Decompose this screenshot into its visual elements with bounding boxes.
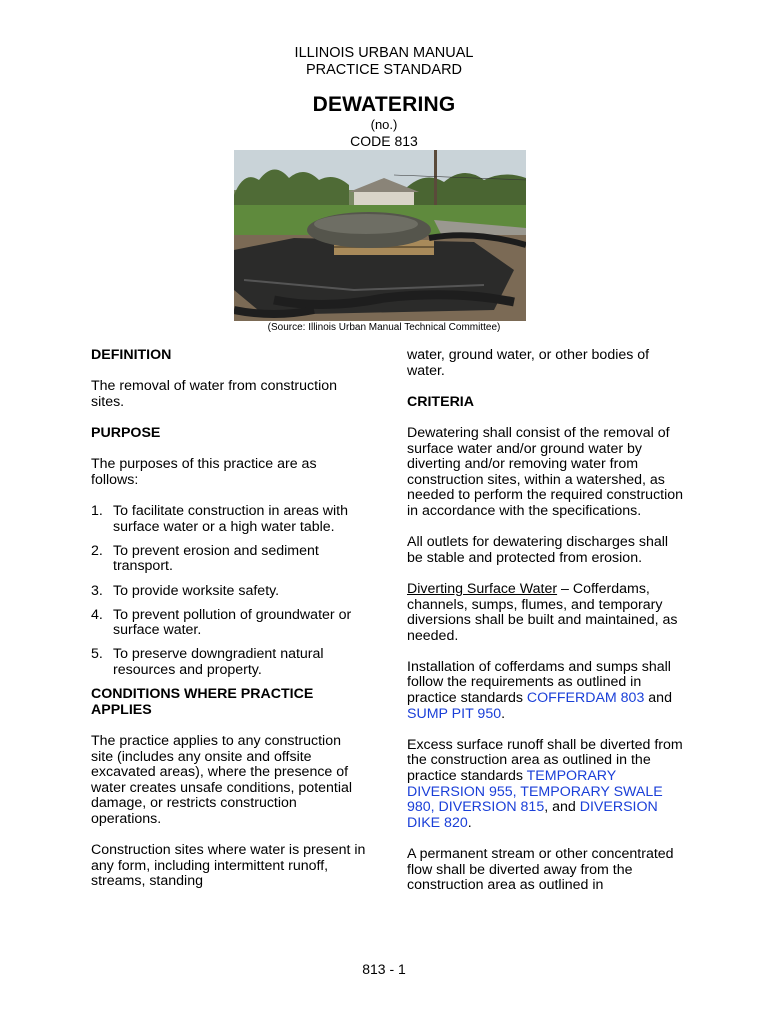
list-number: 3.	[91, 582, 103, 599]
criteria-p5-and: , and	[544, 799, 580, 816]
criteria-paragraph-5	[407, 738, 687, 832]
criteria-paragraph-3	[407, 582, 687, 644]
definition-text: The removal of water from construction sites.	[91, 378, 338, 410]
page-title: DEWATERING	[312, 93, 456, 116]
unit-label: (no.)	[370, 117, 398, 132]
criteria-p5-period: .	[467, 814, 472, 831]
dewatering-bag-photo	[234, 150, 526, 321]
list-text: To prevent pollution of groundwater or surface water.	[113, 606, 352, 639]
purpose-heading: PURPOSE	[91, 424, 161, 441]
list-text: To prevent erosion and sediment transport.	[113, 542, 319, 575]
criteria-paragraph-4	[407, 660, 687, 722]
criteria-paragraph-2: All outlets for dewatering discharges shall be stable and protected from erosion.	[407, 534, 669, 566]
list-number: 4.	[91, 606, 103, 623]
list-item	[91, 608, 366, 639]
sump-pit-950-link[interactable]: SUMP PIT 950	[407, 705, 502, 722]
page-number: 813 - 1	[362, 961, 406, 977]
criteria-heading: CRITERIA	[407, 393, 474, 410]
diversion-dike-820-link[interactable]: DIVERSION DIKE 820	[407, 799, 658, 831]
photo-caption: (Source: Illinois Urban Manual Technical Committee)	[267, 322, 501, 333]
criteria-p5-text: Excess surface runoff shall be diverted from the construction area as outlined in the practice standards	[407, 736, 683, 785]
criteria-p4-period: .	[501, 705, 506, 722]
purpose-intro: The purposes of this practice are as follows:	[91, 456, 317, 488]
criteria-paragraph-1: Dewatering shall consist of the removal of surface water and/or ground water by diverting and/or removing water from construction sites, within a watershed, as needed to perform the required construction in accordance with the specifications.	[407, 424, 684, 519]
left-column	[91, 348, 366, 890]
criteria-p3-text: – Cofferdams, channels, sumps, flumes, and temporary diversions shall be built and maintained, as needed.	[407, 580, 678, 644]
criteria-paragraph-6: A permanent stream or other concentrated flow shall be diverted away from the construction area as outlined in	[407, 846, 674, 894]
diverting-surface-water-subheading: Diverting Surface Water	[407, 580, 558, 597]
practice-code: CODE 813	[350, 133, 418, 149]
cofferdam-803-link[interactable]: COFFERDAM 803	[526, 690, 645, 707]
criteria-p4-text: Installation of cofferdams and sumps shall follow the requirements as outlined in practice standards	[407, 658, 671, 707]
header-line-2: PRACTICE STANDARD	[305, 62, 463, 78]
list-number: 2.	[91, 542, 103, 559]
list-text: To facilitate construction in areas with surface water or a high water table.	[113, 502, 348, 535]
conditions-paragraph-1: The practice applies to any construction site (includes any onsite and offsite excavated areas), where the presence of water creates unsafe conditions, potential damage, or restricts construction operations.	[91, 733, 353, 827]
list-item	[91, 544, 366, 575]
list-item	[91, 647, 366, 678]
list-text: To provide worksite safety.	[113, 582, 280, 599]
list-item	[91, 584, 366, 600]
header-line-1: ILLINOIS URBAN MANUAL	[294, 45, 474, 61]
diversion-standards-link[interactable]: TEMPORARY DIVERSION 955, TEMPORARY SWALE 980, DIVERSION 815	[407, 768, 663, 816]
definition-heading: DEFINITION	[91, 347, 172, 363]
list-item	[91, 504, 366, 535]
list-number: 5.	[91, 646, 103, 663]
right-column	[407, 348, 687, 894]
conditions-paragraph-2-continued: water, ground water, or other bodies of water.	[407, 347, 650, 379]
conditions-paragraph-2: Construction sites where water is present in any form, including intermittent runoff, streams, standing	[91, 842, 366, 890]
list-number: 1.	[91, 502, 103, 519]
criteria-p4-and: and	[644, 690, 672, 707]
conditions-heading: CONDITIONS WHERE PRACTICE APPLIES	[91, 686, 314, 718]
list-text: To preserve downgradient natural resources and property.	[113, 646, 324, 679]
purpose-list	[91, 504, 366, 679]
